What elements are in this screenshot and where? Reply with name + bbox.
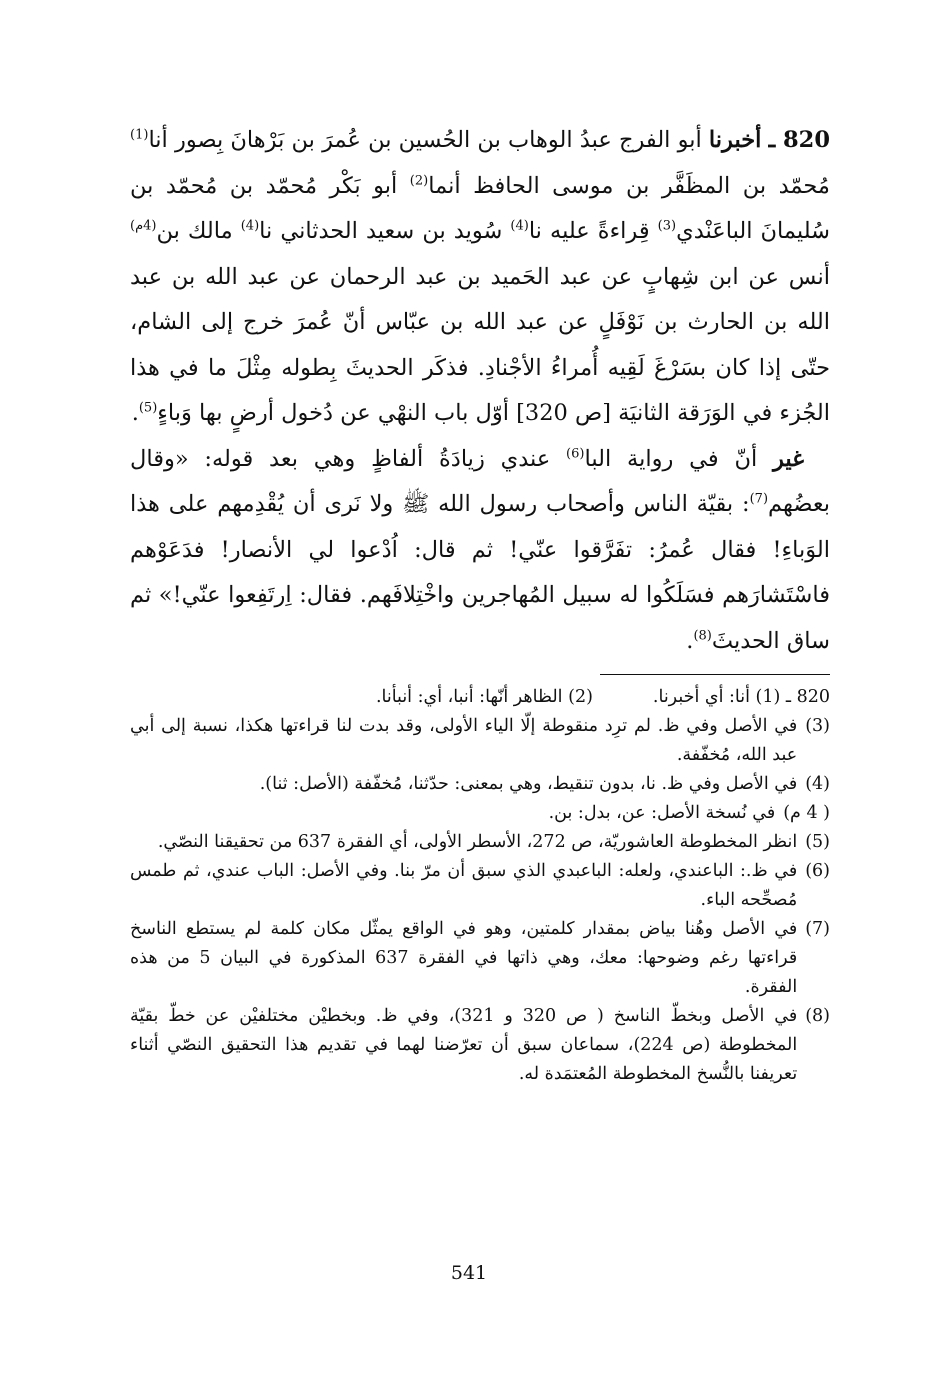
footnote-marker: (1) bbox=[130, 127, 149, 143]
footnote-item bbox=[130, 915, 830, 1002]
footnote-marker: (4) bbox=[510, 218, 529, 234]
footnote-item bbox=[130, 799, 830, 828]
text-run: قِراءةً عليه نا bbox=[528, 218, 658, 244]
footnote-label: (8) bbox=[805, 1006, 830, 1026]
footnote-text: أنا: أي أخبرنا. bbox=[652, 687, 750, 707]
footnote-text: في نُسخة الأصل: عن، بدل: بن. bbox=[548, 803, 776, 823]
text-run: . bbox=[131, 400, 139, 426]
footnote-label: (7) bbox=[805, 919, 830, 939]
footnote-label: ( 4 م) bbox=[783, 803, 830, 823]
footnote-marker: (4م) bbox=[130, 218, 157, 234]
footnote-marker: (6) bbox=[566, 446, 585, 461]
hadith-lead-word-2: غير bbox=[773, 445, 804, 472]
text-run: عندي زيادَةُ ألفاظٍ وهي بعد قوله: «وقال بعضُهم bbox=[130, 445, 830, 517]
footnote-list bbox=[130, 712, 830, 1089]
text-run: سُويد بن سعيد الحدثاني نا bbox=[259, 218, 511, 244]
footnote-label: (3) bbox=[805, 716, 830, 736]
hadith-lead-word: أخبرنا bbox=[708, 127, 762, 153]
text-run: أبو بَكْر مُحمّد بن مُحمّد بن سُليمانَ الباعَنْدي bbox=[130, 172, 831, 244]
footnote-1 bbox=[653, 683, 830, 712]
page-body bbox=[130, 118, 830, 1089]
hadith-number: 820 ـ bbox=[768, 127, 830, 153]
footnote-item bbox=[130, 770, 830, 799]
footnote-text: في الأصل وفي ظ. نا، بدون تنقيط، وهي بمعنى: حدّثنا، مُخفّفة (الأصل: ثنا). bbox=[259, 774, 798, 794]
footnote-label: (5) bbox=[805, 832, 830, 852]
footnote-item bbox=[130, 828, 830, 857]
footnote-item bbox=[130, 857, 830, 915]
footnote-text: في ظ.: الباعندي، ولعله: الباعبدي الذي سبق أن مرّ بنا. وفي الأصل: الباب عندي، ثم طمس مُصحِّحه الباء. bbox=[130, 861, 798, 910]
footnote-marker: (8) bbox=[693, 628, 712, 643]
hadith-text-2 bbox=[130, 446, 830, 654]
footnotes bbox=[130, 683, 830, 1089]
text-run: : بقيّة الناس وأصحاب رسول الله ﷺ ولا نَرى أن يُقْدِمهم على هذا الوَباءِ! فقال عُمرُ: تفَرَّقوا عنّي! ثم قال: اُدْعوا لي الأنصار! فدَعَوْهم فاسْتَشارَهم فسَلَكُوا له سبيل المُهاجرين واخْتِلافَهم. فقال: اِرتَفِعوا عنّي!» ثم ساق الحديثَ bbox=[130, 491, 830, 654]
text-run: أنس عن ابن شِهابٍ عن عبد الحَميد بن عبد الرحمان عن عبد الله بن عبد الله بن الحارث بن نَوْفَلٍ عن عبد الله بن عبّاس أنّ عُمرَ خرج إلى الشام، حتّى إذا كان بسَرْغَ لَقِيه أُمراءُ الأجْنادِ. فذكَر الحديثَ بِطوله مِثْلَ ما في هذا الجُزء في الوَرَقة الثانيَة [ص 320] أوّل باب النهْي عن دُخول أرضٍ بها وَباءٍ bbox=[130, 263, 830, 426]
footnote-text: في الأصل وبخطّ الناسخ ( ص 320 و 321)، وفي ظ. وبخطيْن مختلفيْن عن خطّ بقيّة المخطوطة (ص 224)، سماعان سبق أن تعرّضنا لهما في تقديم هذا التحقيق النصّي أثناء تعريفنا بالنُّسخ المخطوطة المُعتمَدة له. bbox=[130, 1006, 798, 1084]
footnote-text: في الأصل وفي ظ. لم ترِد منقوطة إلّا الياء الأولى، وقد بدت لنا قراءتها هكذا، نسبة إلى أبي عبد الله، مُخفّفة. bbox=[130, 716, 798, 765]
footnote-label: (4) bbox=[805, 774, 830, 794]
footnote-row-1 bbox=[130, 683, 830, 712]
text-run: أبو الفرج عبدُ الوهاب بن الحُسين بن عُمرَ بن بَرْهانَ بِصور أنا bbox=[148, 127, 709, 153]
hadith-paragraph-2 bbox=[130, 437, 830, 665]
footnote-marker: (7) bbox=[749, 491, 769, 507]
footnote-divider bbox=[600, 674, 830, 675]
footnote-text: الظاهر أنّها: أنبا، أي: أنبأنا. bbox=[375, 687, 563, 707]
text-run: مالك بن bbox=[156, 218, 241, 244]
footnote-label: (2) bbox=[568, 687, 593, 707]
footnote-marker: (2) bbox=[409, 173, 429, 188]
footnote-text: انظر المخطوطة العاشوريّة، ص 272، الأسطر الأولى، أي الفقرة 637 من تحقيقنا النصّي. bbox=[157, 832, 798, 852]
page-number: 541 bbox=[450, 1262, 488, 1284]
footnote-marker: (4) bbox=[240, 218, 260, 234]
footnote-item bbox=[130, 1002, 830, 1089]
footnote-marker: (5) bbox=[138, 400, 158, 416]
footnote-item bbox=[130, 712, 830, 770]
hadith-text-1 bbox=[130, 127, 830, 426]
footnote-2 bbox=[376, 683, 593, 712]
footnote-marker: (3) bbox=[657, 218, 677, 234]
hadith-paragraph-1 bbox=[130, 118, 830, 437]
text-run: مُحمّد بن المظَفَّر بن موسى الحافظ أنما bbox=[428, 172, 830, 199]
text-run: أنّ في رواية البا bbox=[584, 445, 774, 472]
footnote-label: 820 ـ (1) bbox=[755, 687, 830, 707]
text-run: . bbox=[686, 627, 694, 654]
footnote-text: في الأصل وهُنا بياض بمقدار كلمتين، وهو في الواقع يمثّل مكان كلمة لم يستطع الناسخ قراءتها رغم وضوحها: معك، وهي ذاتها في الفقرة 637 المذكورة في البيان 5 من هذه الفقرة. bbox=[130, 919, 798, 997]
footnote-label: (6) bbox=[805, 861, 830, 881]
